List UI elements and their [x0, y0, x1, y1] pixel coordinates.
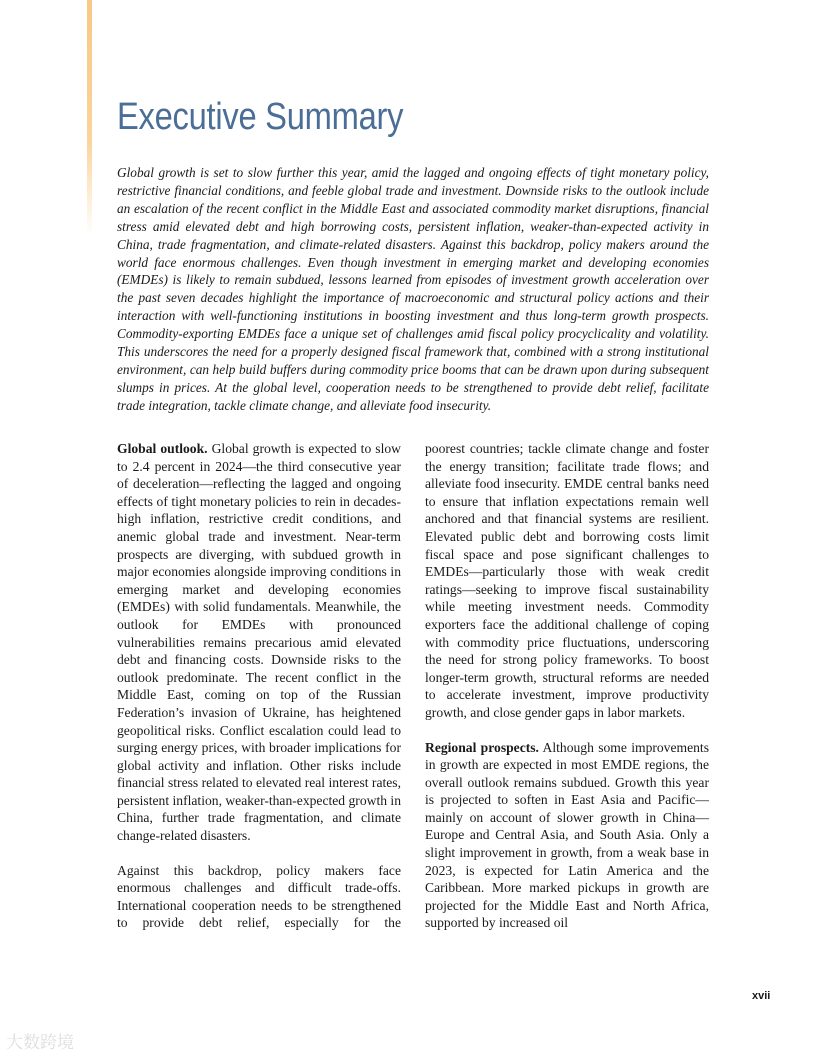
body-text: Global growth is expected to slow to 2.4 percent in 2024—the third consecutive year of deceleration—reflecting the lagged and ongoing effects of tight monetary policies to rein in decades-high inflation, restrictive credit conditions, and anemic global trade and investment. Near-term prospects are diverging, with subdued growth in major economies alongside improving conditions in emerging market and developing economies (EMDEs) with solid fundamentals. Meanwhile, the outlook for EMDEs with pronounced vulnerabilities remains precarious amid elevated debt and financing costs. Downside risks to the outlook predominate. The recent conflict in the Middle East, coming on top of the Russian Federation’s invasion of Ukraine, has heightened geopolitical risks. Conflict escalation could lead to surging energy prices, with broader implications for global activity and inflation. Other risks include financial stress related to elevated real interest rates, persistent inflation, weaker-than-expected growth in China, further trade fragmentation, and climate change-related disasters. — [117, 441, 401, 844]
paragraph-regional-prospects — [425, 739, 709, 933]
lead-global-outlook: Global outlook. — [117, 441, 208, 456]
abstract: Global growth is set to slow further this year, amid the lagged and ongoing effects of tight monetary policy, restrictive financial conditions, and feeble global trade and investment. Downside risks to the outlook include an escalation of the recent conflict in the Middle East and associated commodity market disruptions, financial stress amid elevated debt and high borrowing costs, persistent inflation, weaker-than-expected activity in China, trade fragmentation, and climate-related disasters. Against this backdrop, policy makers around the world face enormous challenges. Even though investment in emerging market and developing economies (EMDEs) is likely to remain subdued, lessons learned from episodes of investment growth acceleration over the past seven decades highlight the importance of macroeconomic and structural policy actions and their interaction with well-functioning institutions in boosting investment and thus long-term growth prospects. Commodity-exporting EMDEs face a unique set of challenges amid fiscal policy procyclicality and volatility. This underscores the need for a properly designed fiscal framework that, combined with a strong institutional environment, can help build buffers during commodity price booms that can be drawn upon during subsequent slumps in prices. At the global level, cooperation needs to be strengthened to provide debt relief, facilitate trade integration, tackle climate change, and alleviate food insecurity. — [117, 165, 709, 413]
watermark-logo: 大数跨境 — [6, 1033, 74, 1053]
paragraph-backdrop: Against this backdrop, policy makers face enormous challenges and difficult trade-offs. International cooperation needs to be strengthened to provide debt relief, especially for the — [117, 862, 401, 931]
lead-regional-prospects: Regional prospects. — [425, 739, 539, 755]
page-number: xvii — [752, 990, 771, 1002]
paragraph-global-outlook — [117, 440, 401, 845]
accent-bar — [87, 0, 92, 235]
column-right — [425, 440, 709, 949]
column-left — [117, 440, 401, 949]
paragraph-backdrop-continued — [425, 440, 709, 722]
page-title: Executive Summary — [117, 96, 404, 138]
body-text: Although some improvements in growth are expected in most EMDE regions, the overall outlook remains subdued. Growth this year is projected to soften in East Asia and Pacific—mainly on account of slower growth in China—Europe and Central Asia, and South Asia. Only a slight improvement in growth, from a weak base in 2023, is expected for Latin America and the Caribbean. More marked pickups in growth are projected for the Middle East and North Africa, supported by increased oil — [425, 739, 709, 931]
body-text: poorest countries; tackle climate change and foster the energy transition; facilitate trade flows; and alleviate food insecurity. EMDE central banks need to ensure that inflation expectations remain well anchored and that financial systems are resilient. Elevated public debt and borrowing costs limit fiscal space and pose significant challenges to EMDEs—particularly those with weak credit ratings—seeking to improve fiscal sustainability while meeting investment needs. Commodity exporters face the additional challenge of coping with commodity price fluctuations, underscoring the need for strong policy frameworks. To boost longer-term growth, structural reforms are needed to accelerate investment, improve productivity growth, and close gender gaps in labor markets. — [425, 441, 709, 720]
